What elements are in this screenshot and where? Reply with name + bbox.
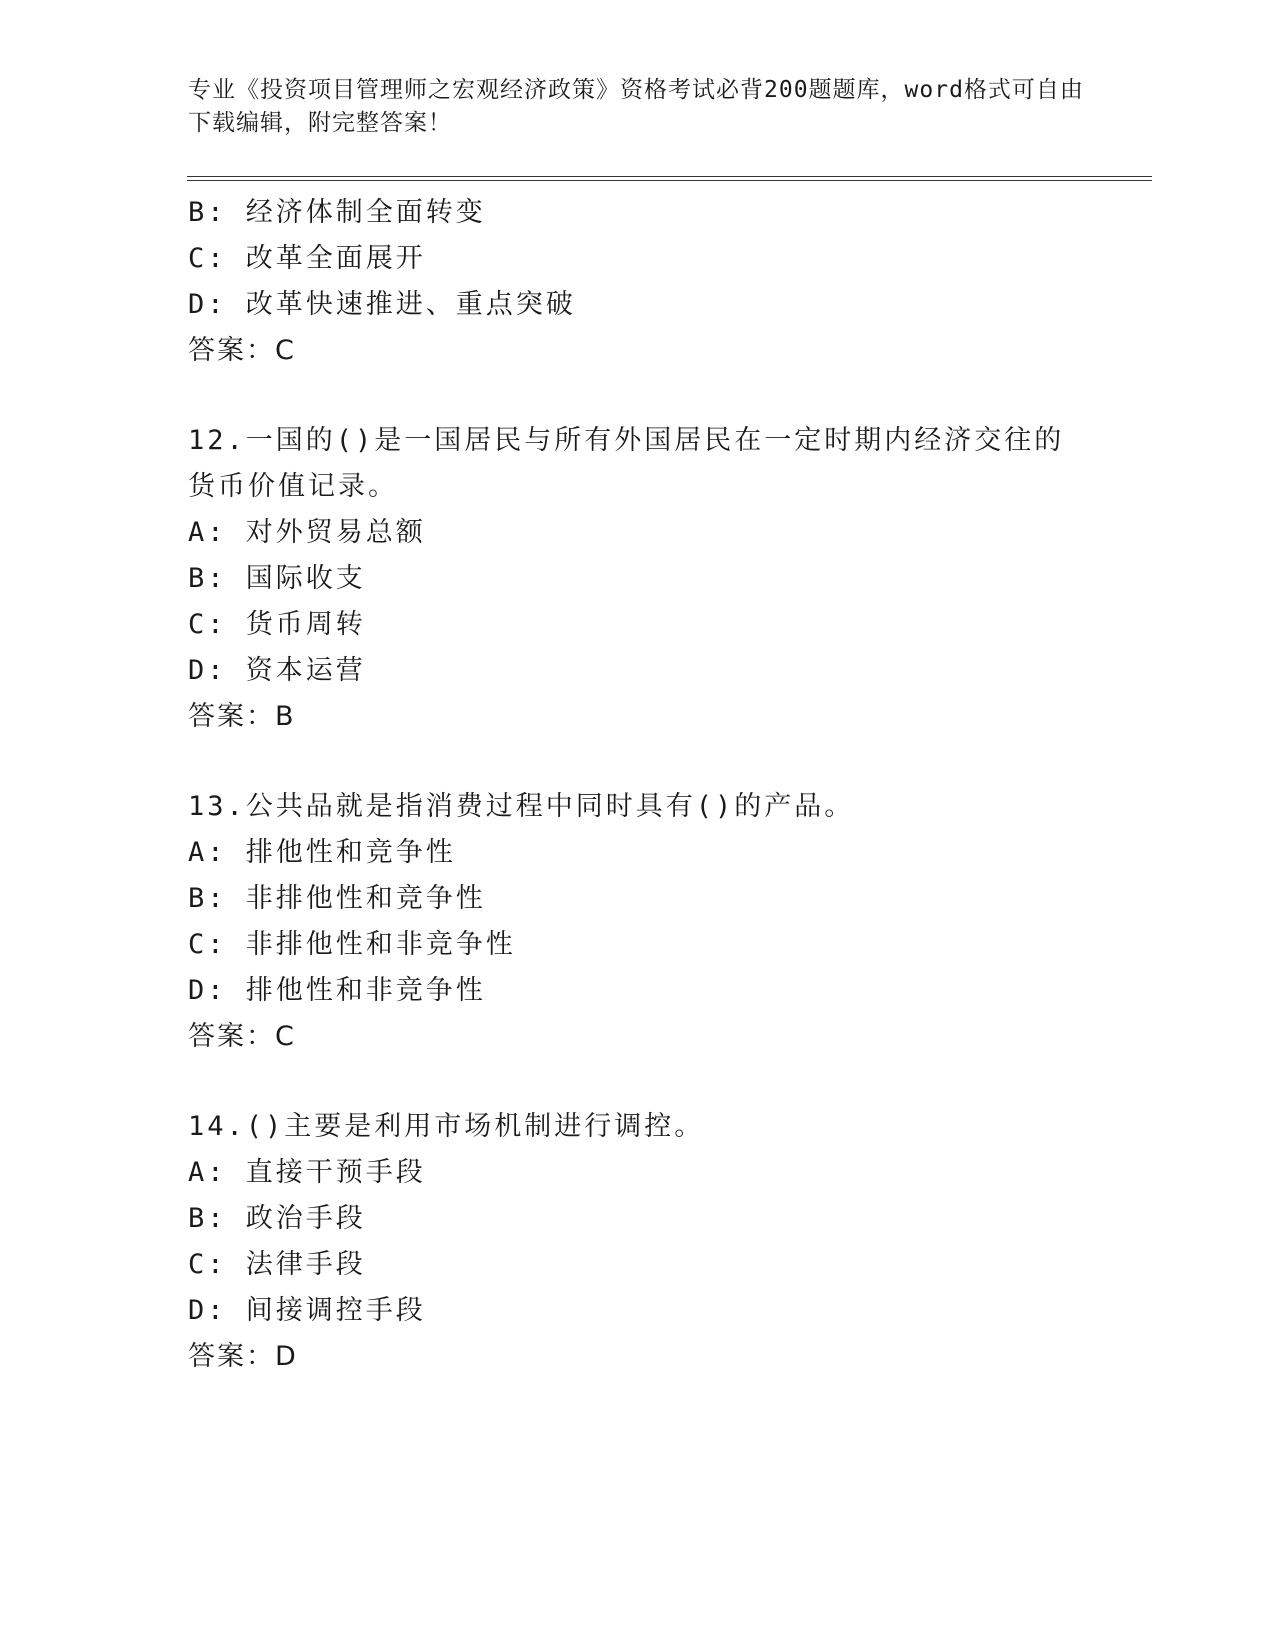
- option-c: C: 非排他性和非竞争性: [188, 929, 516, 960]
- question-13: [188, 784, 1088, 1060]
- document-header: 专业《投资项目管理师之宏观经济政策》资格考试必背200题题库，word格式可自由下载编辑，附完整答案！: [188, 77, 1084, 136]
- option-a: A: 排他性和竞争性: [188, 837, 456, 868]
- spacer: [188, 740, 1088, 784]
- question-text: 12.一国的()是一国居民与所有外国居民在一定时期内经济交往的货币价值记录。: [188, 425, 1065, 502]
- option-c: C: 改革全面展开: [188, 243, 426, 274]
- spacer: [188, 374, 1088, 418]
- option-d: D: 排他性和非竞争性: [188, 975, 486, 1006]
- option-a: A: 对外贸易总额: [188, 517, 426, 548]
- option-d: D: 间接调控手段: [188, 1295, 426, 1326]
- answer: 答案：C: [188, 1021, 296, 1052]
- spacer: [188, 1060, 1088, 1104]
- answer: 答案：C: [188, 335, 296, 366]
- question-12: [188, 418, 1088, 740]
- question-text: 13.公共品就是指消费过程中同时具有()的产品。: [188, 791, 855, 822]
- option-d: D: 改革快速推进、重点突破: [188, 289, 576, 320]
- option-b: B: 政治手段: [188, 1203, 366, 1234]
- option-a: A: 直接干预手段: [188, 1157, 426, 1188]
- header-divider: [187, 176, 1152, 181]
- answer: 答案：D: [188, 1341, 298, 1372]
- answer: 答案：B: [188, 701, 296, 732]
- option-d: D: 资本运营: [188, 655, 366, 686]
- partial-question: [188, 190, 1088, 374]
- question-text: 14.()主要是利用市场机制进行调控。: [188, 1111, 705, 1142]
- question-list: [188, 190, 1088, 1380]
- option-c: C: 货币周转: [188, 609, 366, 640]
- option-b: B: 非排他性和竞争性: [188, 883, 486, 914]
- option-c: C: 法律手段: [188, 1249, 366, 1280]
- question-14: [188, 1104, 1088, 1380]
- option-b: B: 国际收支: [188, 563, 366, 594]
- option-b: B: 经济体制全面转变: [188, 197, 486, 228]
